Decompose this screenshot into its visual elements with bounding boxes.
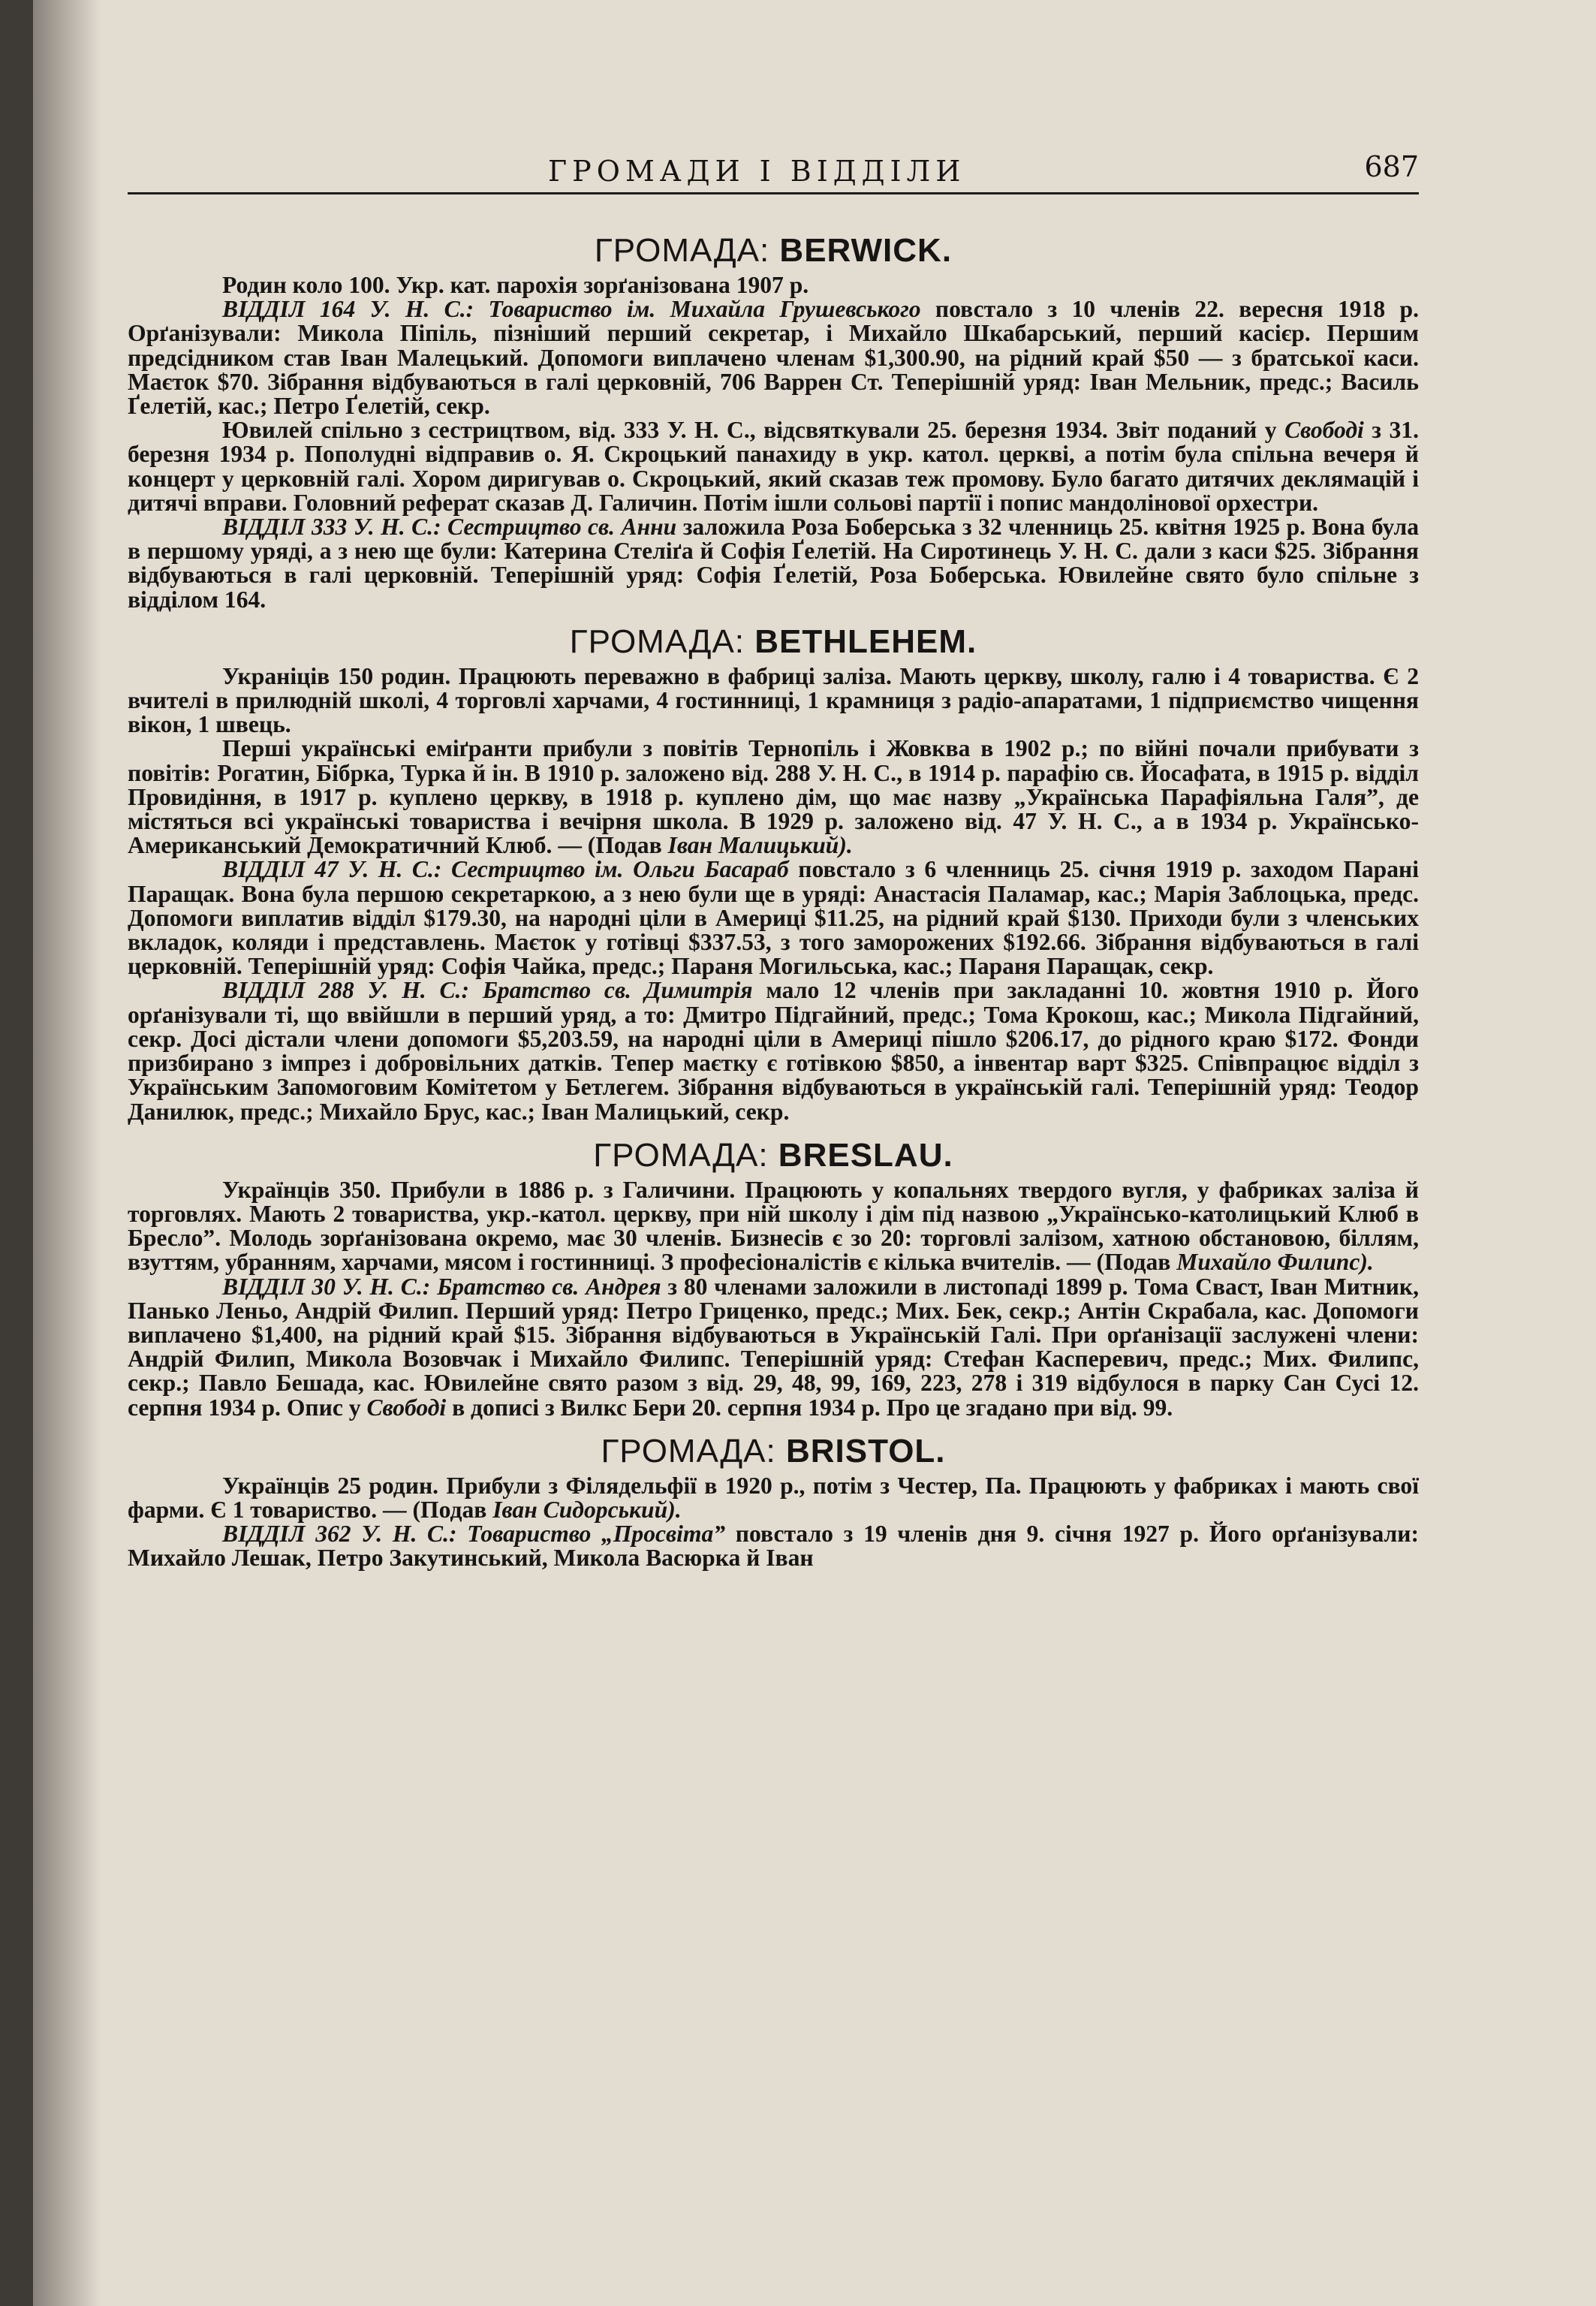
paragraph: Українців 25 родин. Прибули з Філядельфії в 1920 р., потім з Честер, Па. Працюють у фабриках і мають свої фарми. Є 1 товариство. — (Подав Іван Сидорський). — [128, 1472, 1419, 1523]
running-head — [128, 147, 1419, 192]
paragraph: Ювилей спільно з сестрицтвом, від. 333 У. Н. С., відсвяткували 25. березня 1934. Звіт поданий у Свободі з 31. березня 1934 р. Пополудні відправив о. Я. Скроцький панахиду в укр. катол. церкві, а потім була спільна вечеря й концерт у церковній галі. Хором диригував о. Скроцький, який сказав теж промову. Було багато дитячих деклямацій і дитячі вправи. Головний реферат сказав Д. Галичин. Потім ішли сольові партії і попис мандолінової орхестри. — [128, 417, 1419, 516]
section-heading-bristol: ГРОМАДА: BRISTOL. — [601, 1432, 946, 1470]
running-title: ГРОМАДИ І ВІДДІЛИ — [548, 155, 966, 188]
paragraph: ВІДДІЛ 362 У. Н. С.: Товариство „Просвіта” повстало з 19 членів дня 9. січня 1927 р. Його орґанізували: Михайло Лешак, Петро Закутинський, Микола Васюрка й Іван — [128, 1521, 1419, 1572]
paragraph: ВІДДІЛ 47 У. Н. С.: Сестрицтво ім. Ольги Басараб повстало з 6 членниць 25. січня 1919 р. заходом Парані Паращак. Вона була першою секретаркою, а з нею були ще в уряді: Анастасія Паламар, кас.; Марія Заблоцька, предс. Допомоги виплатив відділ $179.30, на народні ціли в Америці $11.25, на рідний край $130. Приходи були з членських вкладок, коляди і представлень. Маєток у готівці $337.53, з того заморожених $192.66. Зібрання відбуваються в галі церковній. Теперішній уряд: Софія Чайка, предс.; Параня Могильська, кас.; Параня Паращак, секр. — [128, 856, 1419, 980]
paragraph: Перші українські еміґранти прибули з повітів Тернопіль і Жовква в 1902 р.; по війні почали прибувати з повітів: Рогатин, Бібрка, Турка й ін. В 1910 р. заложено від. 288 У. Н. С., в 1914 р. парафію св. Йосафата, в 1915 р. відділ Провидіння, в 1917 р. куплено церкву, в 1918 р. куплено дім, що має назву „Українська Парафіяльна Галя”, де містяться всі українські товариства і вечірня школа. В 1929 р. заложено від. 47 У. Н. С., а в 1934 р. Українсько-Американський Демократичний Клюб. — (Подав Іван Малицький). — [128, 735, 1419, 859]
section-heading-bethlehem: ГРОМАДА: BETHLEHEM. — [569, 622, 977, 660]
page-body — [128, 225, 1419, 1571]
header-rule — [128, 192, 1419, 194]
paragraph: ВІДДІЛ 30 У. Н. С.: Братство св. Андрея з 80 членами заложили в листопаді 1899 р. Тома Сваст, Іван Митник, Панько Леньо, Андрій Филип. Перший уряд: Петро Гриценко, предс.; Мих. Бек, секр.; Антін Скрабала, кас. Допомоги виплачено $1,400, на рідний край $15. Зібрання відбуваються в Українській Галі. При орґанізації заслужені члени: Андрій Филип, Микола Возовчак і Михайло Филипс. Теперішній уряд: Стефан Касперевич, предс.; Мих. Филипс, секр.; Павло Бешада, кас. Ювилейне свято разом з від. 29, 48, 99, 169, 223, 278 і 319 відбулося в парку Сан Сусі 12. серпня 1934 р. Опис у Свободі в дописі з Вилкс Бери 20. серпня 1934 р. Про це згадано при від. 99. — [128, 1273, 1419, 1421]
paragraph: ВІДДІЛ 333 У. Н. С.: Сестрицтво св. Анни заложила Роза Боберська з 32 членниць 25. квітня 1925 р. Вона була в першому уряді, а з нею ще були: Катерина Стеліґа й Софія Ґелетій. На Сиротинець У. Н. С. дали з каси $25. Зібрання відбуваються в галі церковній. Теперішній уряд: Софія Ґелетій, Роза Боберська. Ювилейне свято було спільне з відділом 164. — [128, 514, 1419, 613]
section-heading-breslau: ГРОМАДА: BRESLAU. — [593, 1136, 953, 1174]
section-heading-berwick: ГРОМАДА: BERWICK. — [594, 232, 953, 269]
page-number: 687 — [1364, 150, 1419, 183]
paragraph: ВІДДІЛ 164 У. Н. С.: Товариство ім. Михайла Грушевського повстало з 10 членів 22. вересня 1918 р. Орґанізували: Микола Піпіль, пізніший перший секретар, і Михайло Шкабарський, перший касієр. Першим предсідником став Іван Малецький. Допомоги виплачено членам $1,300.90, на рідний край $50 — з братської каси. Маєток $70. Зібрання відбуваються в галі церковній, 706 Варрен Ст. Теперішній уряд: Іван Мельник, предс.; Василь Ґелетій, кас.; Петро Ґелетій, секр. — [128, 296, 1419, 420]
paragraph: Родин коло 100. Укр. кат. парохія зорґанізована 1907 р. — [222, 272, 809, 298]
page-gutter-shadow — [33, 0, 101, 2306]
paragraph: Украніців 150 родин. Працюють переважно в фабриці заліза. Мають церкву, школу, галю і 4 товариства. Є 2 вчителі в прилюдній школі, 4 торговлі харчами, 4 гостинниці, 1 крамниця з радіо-апаратами, 1 підприємство чищення вікон, 1 швець. — [128, 662, 1419, 738]
paragraph: Українців 350. Прибули в 1886 р. з Галичини. Працюють у копальнях твердого вугля, у фабриках заліза й торговлях. Мають 2 товариства, укр.-катол. церкву, при ній школу і дім під назвою „Українсько-католицький Клюб в Бресло”. Молодь зорґанізована окремо, має 30 членів. Бизнесів є зо 20: торговлі залізом, хатною обстановою, біллям, взуттям, убранням, харчами, мясом і гостинниці. З професіоналістів є кілька вчителів. — (Подав Михайло Филипс). — [128, 1176, 1419, 1276]
paragraph: ВІДДІЛ 288 У. Н. С.: Братство св. Димитрія мало 12 членів при закладанні 10. жовтня 1910 р. Його орґанізували ті, що ввійшли в перший уряд, а то: Дмитро Підгайний, предс.; Тома Крокош, кас.; Микола Підгайний, секр. Досі дістали члени допомоги $5,203.59, на народні ціли в Америці пішло $206.17, до рідного краю $172. Фонди призбирано з імпрез і добровільних датків. Тепер маєтку є готівкою $850, а інвентар варт $325. Співпрацює відділ з Українським Запомоговим Комітетом у Бетлегем. Зібрання відбуваються в українській галі. Теперішній уряд: Теодор Данилюк, предс.; Михайло Брус, кас.; Іван Малицький, секр. — [128, 977, 1419, 1125]
